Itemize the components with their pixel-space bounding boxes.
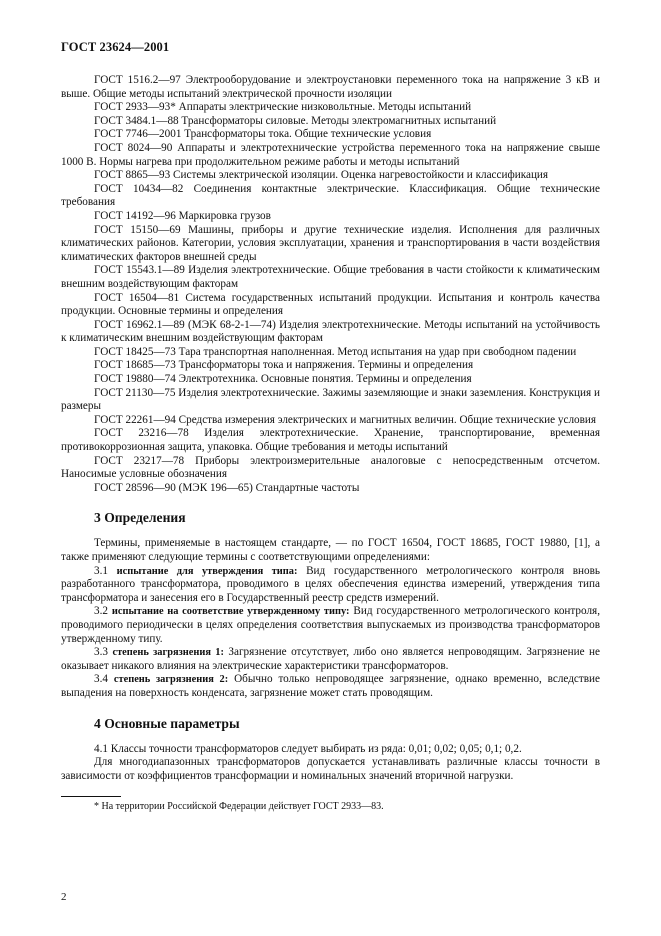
page-number: 2: [61, 891, 67, 903]
standard-reference: ГОСТ 18685—73 Трансформаторы тока и напряжения. Термины и определения: [94, 359, 474, 372]
definition-text: Вид государственного метрологического контроля, проводимого периодически в целях определения соответствия выпускаемых из производства трансформаторов утвержденному типу.: [61, 605, 600, 645]
section-4-paragraph-1: 4.1 Классы точности трансформаторов следует выбирать из ряда: 0,01; 0,02; 0,05; 0,1; 0,2.: [94, 742, 522, 755]
definition-number: 3.3: [94, 646, 108, 659]
definition-3-4: [61, 673, 600, 700]
definition-text: Загрязнение отсутствует, либо оно является непроводящим. Загрязнение не оказывает никакого влияния на электрические характеристики трансформаторов.: [61, 646, 601, 672]
footnote: * На территории Российской Федерации действует ГОСТ 2933—83.: [94, 801, 384, 813]
section-3-title: 3 Определения: [94, 510, 186, 526]
footnote-divider: [61, 796, 121, 797]
standard-reference: ГОСТ 16504—81 Система государственных испытаний продукции. Испытания и контроль качества продукции. Основные термины и определения: [61, 291, 600, 318]
definition-text: Вид государственного метрологического контроля вновь разработанного трансформатора, проводимого в целях обеспечения единства измерений, утверждения типа трансформатора и занесения его в Государственный реестр средств измерений.: [61, 564, 601, 604]
standard-reference: ГОСТ 10434—82 Соединения контактные электрические. Классификация. Общие технические требования: [61, 182, 600, 209]
document-header: ГОСТ 23624—2001: [61, 40, 170, 54]
definition-3-1: [61, 565, 600, 606]
standard-reference: ГОСТ 19880—74 Электротехника. Основные понятия. Термины и определения: [94, 373, 472, 386]
standard-reference: ГОСТ 7746—2001 Трансформаторы тока. Общие технические условия: [94, 128, 432, 141]
standard-reference: ГОСТ 22261—94 Средства измерения электрических и магнитных величин. Общие технические условия: [94, 413, 597, 426]
definition-3-3: [61, 646, 600, 673]
standard-reference: ГОСТ 1516.2—97 Электрооборудование и электроустановки переменного тока на напряжение 3 кВ и выше. Общие методы испытаний электрической прочности изоляции: [61, 74, 600, 100]
standard-reference: ГОСТ 14192—96 Маркировка грузов: [94, 209, 271, 222]
document-body: [61, 74, 600, 813]
definition-term: степень загрязнения 2:: [113, 674, 229, 686]
standard-reference: ГОСТ 23217—78 Приборы электроизмерительные аналоговые с непосредственным отсчетом. Наносимые условные обозначения: [61, 454, 600, 481]
section-4-paragraph-2: Для многодиапазонных трансформаторов допускается устанавливать различные классы точности в зависимости от коэффициентов трансформации и номинальных значений вторичной нагрузки.: [61, 756, 600, 782]
standard-reference: ГОСТ 16962.1—89 (МЭК 68-2-1—74) Изделия электротехнические. Методы испытаний на устойчивость к климатическим внешним воздействующим факторам: [61, 318, 600, 345]
standard-reference: ГОСТ 15150—69 Машины, приборы и другие технические изделия. Исполнения для различных климатических районов. Категории, условия эксплуатации, хранения и транспортирования в части воздействия климатических факторов внешней среды: [61, 223, 600, 263]
standard-reference: ГОСТ 18425—73 Тара транспортная наполненная. Метод испытания на удар при свободном падении: [94, 345, 577, 358]
standard-reference: ГОСТ 8024—90 Аппараты и электротехнические устройства переменного тока на напряжение свыше 1000 В. Нормы нагрева при продолжительном режиме работы и методы испытаний: [61, 141, 600, 168]
standard-reference: ГОСТ 2933—93* Аппараты электрические низковольтные. Методы испытаний: [94, 101, 472, 114]
referenced-standards-list: [61, 74, 600, 495]
standard-reference: ГОСТ 28596—90 (МЭК 196—65) Стандартные частоты: [94, 481, 360, 494]
section-3-intro: Термины, применяемые в настоящем стандарте, — по ГОСТ 16504, ГОСТ 18685, ГОСТ 19880, [1], а также применяют следующие термины с соответствующими определениями:: [61, 537, 600, 563]
definition-term: степень загрязнения 1:: [112, 647, 224, 659]
standard-reference: ГОСТ 21130—75 Изделия электротехнические. Зажимы заземляющие и знаки заземления. Конструкция и размеры: [61, 386, 600, 413]
definition-number: 3.1: [94, 564, 108, 577]
standard-reference: ГОСТ 3484.1—88 Трансформаторы силовые. Методы электромагнитных испытаний: [94, 114, 497, 127]
standard-reference: ГОСТ 8865—93 Системы электрической изоляции. Оценка нагревостойкости и классификация: [94, 169, 549, 182]
definition-number: 3.2: [94, 605, 108, 618]
definition-text: Обычно только непроводящее загрязнение, однако временно, вследствие выпадения на поверхность конденсата, загрязнение может стать проводящим.: [61, 673, 600, 699]
definition-3-2: [61, 605, 600, 646]
definition-term: испытание на соответствие утвержденному типу:: [111, 606, 350, 618]
standard-reference: ГОСТ 15543.1—89 Изделия электротехнические. Общие требования в части стойкости к климатическим внешним воздействующим факторам: [61, 264, 600, 290]
section-4-title: 4 Основные параметры: [94, 715, 240, 731]
definition-term: испытание для утверждения типа:: [116, 565, 298, 577]
definition-number: 3.4: [94, 673, 108, 686]
standard-reference: ГОСТ 23216—78 Изделия электротехнические. Хранение, транспортирование, временная противокоррозионная защита, упаковка. Общие требования и методы испытаний: [61, 427, 600, 454]
